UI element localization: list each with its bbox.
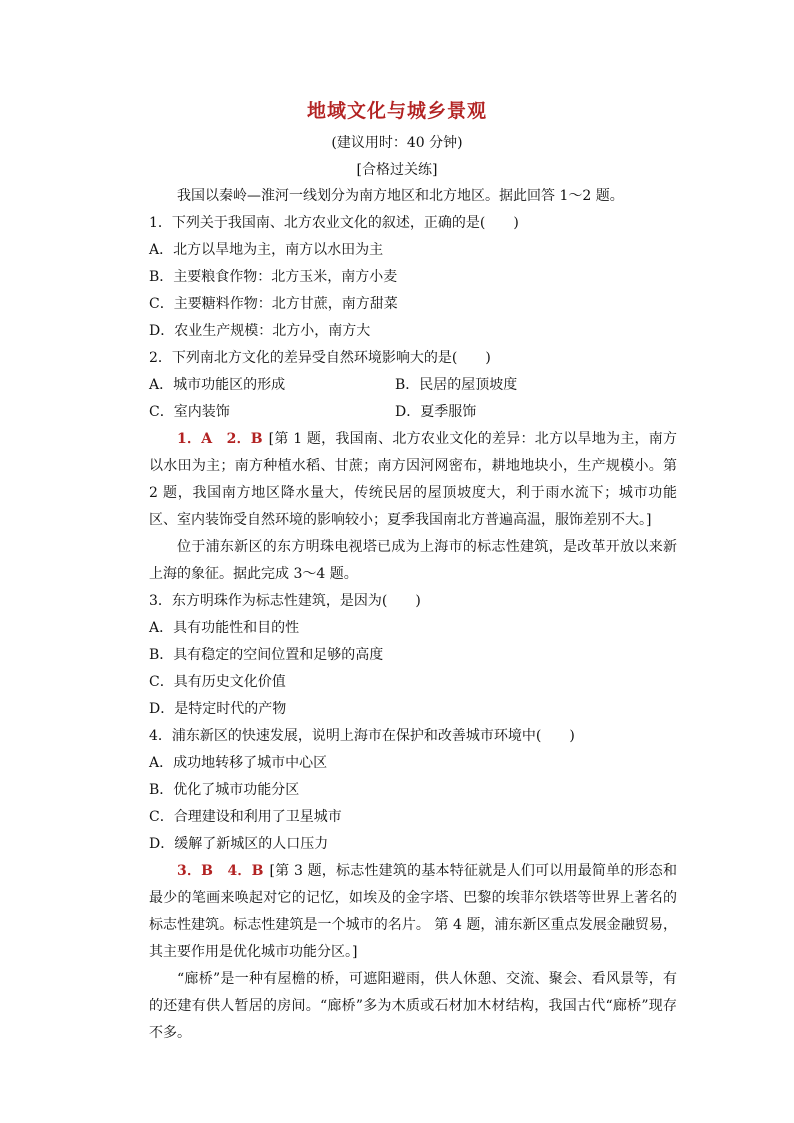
question-4-option-d: D．缓解了新城区的人口压力 [149, 836, 329, 852]
intro-text-3: “廊桥”是一种有屋檐的桥，可遮阳避雨，供人休憩、交流、聚会、看风景等，有的还建有供人暂居的房间。“廊桥”多为木质或石材加木材结构，我国古代“廊桥”现存不多。 [149, 971, 677, 1041]
question-content [149, 183, 677, 1047]
answer-key-1: 1．A 2．B [177, 431, 263, 447]
answer-explanation-2: [第 3 题，标志性建筑的基本特征就是人们可以用最简单的形态和最少的笔画来唤起对它的记忆，如埃及的金字塔、巴黎的埃菲尔铁塔等世界上著名的标志性建筑。标志性建筑是一个城市的名片。 第 4 题，浦东新区重点发展金融贸易，其主要作用是优化城市功能分区。] [149, 863, 677, 960]
question-1-option-d: D．农业生产规模：北方小，南方大 [149, 323, 371, 339]
question-2-option-d: D．夏季服饰 [395, 404, 477, 420]
page-title: 地域文化与城乡景观 [306, 100, 487, 122]
answer-block-1 [149, 426, 677, 534]
question-3-option-b: B．具有稳定的空间位置和足够的高度 [149, 647, 384, 663]
question-4-option-a: A．成功地转移了城市中心区 [149, 755, 328, 771]
answer-key-2: 3．B 4．B [177, 863, 264, 879]
question-2-stem: 2．下列南北方文化的差异受自然环境影响大的是( ) [149, 350, 491, 366]
question-2-option-a: A．城市功能区的形成 [149, 377, 286, 393]
question-4-option-b: B．优化了城市功能分区 [149, 782, 300, 798]
intro-text-2: 位于浦东新区的东方明珠电视塔已成为上海市的标志性建筑，是改革开放以来新上海的象征。据此完成 3～4 题。 [149, 539, 677, 582]
question-2-option-b: B．民居的屋顶坡度 [395, 377, 518, 393]
question-1-option-c: C．主要糖料作物：北方甘蔗，南方甜菜 [149, 296, 398, 312]
question-4-stem: 4．浦东新区的快速发展，说明上海市在保护和改善城市环境中( ) [149, 728, 575, 744]
question-2-options-row-1 [149, 372, 677, 399]
answer-block-2 [149, 858, 677, 966]
question-2-option-c: C．室内装饰 [149, 404, 230, 420]
question-1-option-a: A．北方以旱地为主，南方以水田为主 [149, 242, 384, 258]
question-3-option-d: D．是特定时代的产物 [149, 701, 287, 717]
answer-explanation-1: [第 1 题，我国南、北方农业文化的差异：北方以旱地为主，南方以水田为主；南方种植水稻、甘蔗；南方因河网密布，耕地地块小，生产规模小。第 2 题，我国南方地区降水量大，传统民居的屋顶坡度大，利于雨水流下；城市功能区、室内装饰受自然环境的影响较小；夏季我国南北方普遍高温，服饰差别不大。] [149, 431, 677, 528]
suggested-time: (建议用时：40 分钟) [331, 135, 463, 151]
question-3-option-a: A．具有功能性和目的性 [149, 620, 300, 636]
question-2-options-row-2 [149, 399, 677, 426]
question-3-option-c: C．具有历史文化价值 [149, 674, 286, 690]
section-label: [合格过关练] [356, 162, 438, 178]
question-1-stem: 1．下列关于我国南、北方农业文化的叙述，正确的是( ) [149, 215, 519, 231]
question-3-stem: 3．东方明珠作为标志性建筑，是因为( ) [149, 593, 421, 609]
question-4-option-c: C．合理建设和利用了卫星城市 [149, 809, 342, 825]
question-1-option-b: B．主要粮食作物：北方玉米，南方小麦 [149, 269, 398, 285]
intro-text-1: 我国以秦岭—淮河一线划分为南方地区和北方地区。据此回答 1～2 题。 [177, 188, 624, 204]
